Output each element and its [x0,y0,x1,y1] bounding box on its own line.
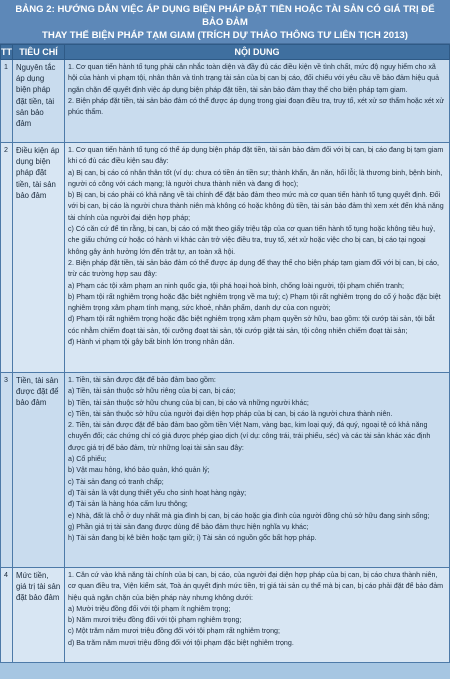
row-number: 2 [1,143,13,373]
content-line: d) Ba trăm năm mươi triệu đồng đối với tội phạm đặc biệt nghiêm trọng. [68,638,294,647]
row-content [65,60,450,143]
content-line: b) Bị can, bị cáo phải có khả năng về tài chính để đặt bảo đảm theo mức mà cơ quan tiến hành tố tụng quyết định. Đối với bị can, bị cáo là người chưa thành niên mà không có hoặc không đủ tiền, tài sản bảo đảm thì xem xét đến khả năng tài chính của người đại diện hợp pháp; [68,191,444,222]
content-line: e) Nhà, đất là chỗ ở duy nhất mà gia đình bị can, bị cáo hoặc gia đình của người đồng chủ sở hữu đang sinh sống; [68,511,430,520]
content-line: a) Bị can, bị cáo có nhân thân tốt (ví dụ: chưa có tiền án tiền sự; thành khẩn, ăn năn, hối lỗi; là thương binh, bệnh binh, người có công với cách mạng; là người chưa thành niên và đang đi học); [68,168,443,188]
content-line: 2. Tiền, tài sản được đặt để bảo đảm bao gồm tiền Việt Nam, vàng bạc, kim loại quý, đá quý, ngoại tệ có khả năng chuyển đổi; các chứng chỉ có giá được phép giao dịch (ví dụ: công trái, trái phiếu, séc) và các tài sản khác xác định được giá trị để bảo đảm, trừ những loại tài sản sau đây: [68,421,431,452]
title-line-1: BẢNG 2: HƯỚNG DẪN VIỆC ÁP DỤNG BIỆN PHÁP ĐẶT TIỀN HOẶC TÀI SẢN CÓ GIÁ TRỊ ĐỂ BẢO ĐẢM [15,4,435,28]
content-line: 1. Cơ quan tiến hành tố tụng phải cân nhắc toàn diện và đầy đủ các điều kiện về tình chất, mức độ nguy hiểm cho xã hội của hành vi phạm tội, nhân thân và tình trạng tài sản của bị can bị cáo, đối chiếu với yêu cầu về bảo đảm hiệu quả ngăn chặn để quyết định việc áp dụng biện pháp đặt tiền, tài sản bảo đảm thay thế cho biện pháp tạm giam. [68,63,440,94]
content-line: đ) Tài sản là hàng hóa cấm lưu thông; [68,500,188,509]
content-line: b) Vật mau hỏng, khó bảo quản, khó quản lý; [68,466,210,475]
table-row [1,568,450,663]
header-content: NỘI DUNG [65,45,450,60]
row-number: 4 [1,568,13,663]
content-line: b) Phạm tội rất nghiêm trọng hoặc đặc biệt nghiêm trọng về ma tuý; c) Phạm tội rất nghiêm trọng do cố ý hoặc đặc biệt nghiêm trọng xâm phạm tính mạng, sức khoẻ, nhân phẩm, danh dự của con người; [68,292,441,313]
content-line: a) Cổ phiếu; [68,455,107,464]
content-line: a) Mười triệu đồng đối với tội phạm ít nghiêm trọng; [68,604,231,613]
row-content [65,373,450,568]
table-row [1,373,450,568]
content-line: a) Phạm các tội xâm phạm an ninh quốc gia, tội phá hoại hoà bình, chống loài người, tội phạm chiến tranh; [68,281,404,290]
row-number: 1 [1,60,13,143]
content-line: c) Có căn cứ để tin rằng, bị can, bị cáo có mặt theo giấy triệu tập của cơ quan tiến hành tố tụng hoặc không tiêu huỷ, che giấu chứng cứ hoặc có hành vi khác cản trở việc điều tra, truy tố, xét xử hoặc việc cho bị can, bị cáo tại ngoại không gây ảnh hưởng lớn đến trật tự, an toàn xã hội. [68,225,436,256]
content-line: d) Phạm tội rất nghiêm trọng hoặc đặc biệt nghiêm trọng xâm phạm quyền sở hữu, bao gồm: tội cướp tài sản, tội bắt cóc nhằm chiếm đoạt tài sản, tội cưỡng đoạt tài sản, tội cướp giật tài sản, tội công nhiên chiếm đoạt tài sản; [68,315,435,335]
row-content [65,568,450,663]
content-line: c) Tiền, tài sản thuộc sở hữu của người đại diện hợp pháp của bị can, bị cáo là người chưa thành niên. [68,409,393,418]
content-line: g) Phần giá trị tài sản đang được dùng để bảo đảm thực hiện nghĩa vụ khác; [68,522,309,531]
table-row [1,60,450,143]
content-line: 1. Cơ quan tiến hành tố tụng có thể áp dụng biện pháp đặt tiền, tài sản bảo đảm đối với bị can, bị cáo đang bị tạm giam khi có đủ các điều kiện sau đây: [68,146,444,166]
content-line: c) Tài sản đang có tranh chấp; [68,477,164,486]
row-criteria: Nguyên tắc áp dụng biện pháp đặt tiền, tài sản bảo đảm [13,60,65,143]
content-line: b) Tiền, tài sản thuộc sở hữu chung của bị can, bị cáo và những người khác; [68,398,309,407]
row-criteria: Mức tiền, giá trị tài sản đặt bảo đảm [13,568,65,663]
guidance-table [0,44,450,663]
content-line: 2. Biện pháp đặt tiền, tài sản bảo đảm có thể được áp dụng để thay thế cho biện pháp tạm giam đối với bị can, bị cáo, trừ các trường hợp sau đây: [68,258,439,279]
header-criteria: TIÊU CHÍ [13,45,65,60]
header-row [1,45,450,60]
content-line: d) Tài sản là vật dụng thiết yếu cho sinh hoạt hàng ngày; [68,488,247,497]
content-line: c) Một trăm năm mươi triệu đồng đối với tội phạm rất nghiêm trọng; [68,627,280,636]
row-criteria: Tiền, tài sản được đặt để bảo đảm [13,373,65,568]
table-row [1,143,450,373]
content-line: h) Tài sản đang bị kê biên hoặc tạm giữ; i) Tài sản có nguồn gốc bất hợp pháp. [68,534,317,543]
content-line: 2. Biện pháp đặt tiền, tài sản bảo đảm có thể được áp dụng trong giai đoạn điều tra, truy tố, xét xử sơ thẩm hoặc xét xử phúc thẩm. [68,96,445,117]
content-line: 1. Căn cứ vào khả năng tài chính của bị can, bị cáo, của người đại diện hợp pháp của bị can, bị cáo chưa thành niên, cơ quan điều tra, Viện kiểm sát, Toà án quyết định mức tiền, trị giá tài sản cụ thể mà bị can, bị cáo phải đặt để bảo đảm hiệu quả ngăn chặn của biện pháp này nhưng không dưới: [68,571,444,602]
content-line: đ) Hành vi phạm tội gây bất bình lớn trong nhân dân. [68,338,235,347]
row-content [65,143,450,373]
header-tt: TT [1,45,13,60]
table-title [0,0,450,44]
row-criteria: Điều kiện áp dụng biện pháp đặt tiền, tài sản bảo đảm [13,143,65,373]
content-line: a) Tiền, tài sản thuộc sở hữu riêng của bị can, bị cáo; [68,387,236,396]
content-line: 1. Tiền, tài sản được đặt để bảo đảm bao gồm: [68,376,216,384]
row-number: 3 [1,373,13,568]
title-line-2: THAY THẾ BIỆN PHÁP TẠM GIAM (TRÍCH DỰ THẢO THÔNG TƯ LIÊN TỊCH 2013) [42,30,408,41]
content-line: b) Năm mươi triệu đồng đối với tội phạm nghiêm trọng; [68,616,242,625]
